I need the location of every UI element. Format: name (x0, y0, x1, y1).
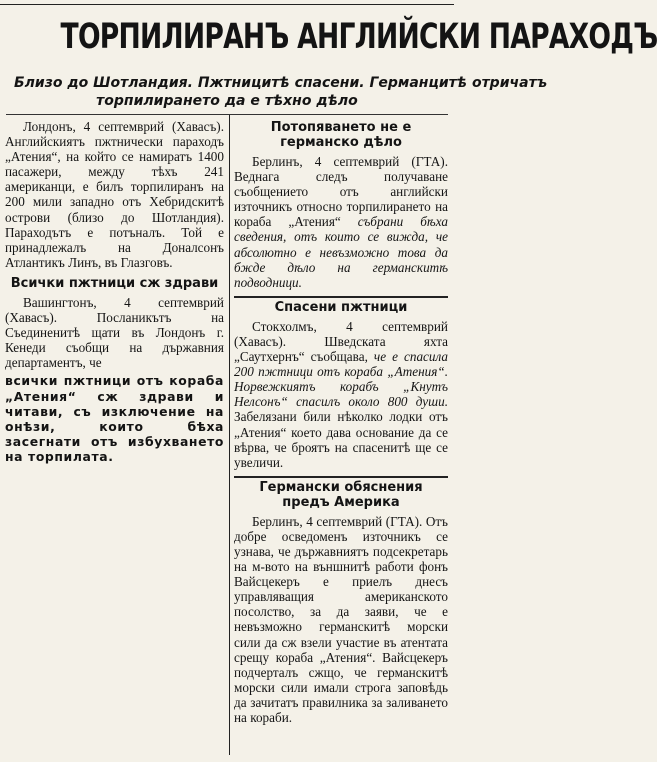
berlin-report-1 (234, 154, 448, 290)
stockholm-report-plain-1: Стокхолмъ, 4 септемврий (Хавасъ). Шведската яхта „Саутхернъ“ съобщава, (234, 318, 448, 365)
stockholm-report (234, 319, 448, 470)
column-divider (229, 115, 230, 755)
subheadline (14, 74, 548, 110)
stockholm-report-italic: че е спасила 200 пжтници отъ кораба „Атения“. Норвежкиятъ корабъ „Кнутъ Нелсонъ“ спасилъ около 800 души. (234, 349, 448, 410)
berlin-report-2: Берлинъ, 4 септемврий (ГТА). Отъ добре осведоменъ източникъ се узнава, че държавниятъ подсекретарь на м-вото на външнитѣ работи фонъ Вайсцекеръ е приелъ днесъ управляващия американското посолство, за да заяви, че е невъзможно германскитѣ морски сили да сж взели участие въ атентата срещу кораба „Атения“. Вайсцекеръ подчерталъ сжщо, че германскитѣ морски сили имали строга заповѣдь да зачитатъ правилника за заливането на кораби. (234, 513, 448, 725)
section-title-rescued: Спасени пжтници (234, 296, 448, 315)
washington-report: Вашингтонъ, 4 септемврий (Хавасъ). Посланикътъ на Съединенитѣ щати въ Лондонъ г. Кенеди съобщи на държавния департаментъ, че (5, 294, 224, 371)
section-title-passengers-safe: Всички пжтници сж здрави (10, 275, 219, 291)
washington-report-bold: всички пжтници отъ кораба „Атения“ сж здрави и читави, съ изключение на онѣзи, които бѣха засегнати отъ избухването на торпилата. (5, 373, 224, 464)
section-title-german-explanations: Германски обяснения предъ Америка (234, 476, 448, 510)
top-rule (0, 0, 454, 5)
london-report: Лондонъ, 4 септемврий (Хавасъ). Английскиятъ пжтнически параходъ „Атения“, на който се намиратъ 1400 пасажери, между тѣхъ 241 американци, е билъ торпилиранъ на 200 мили западно отъ Хебридскитѣ острови (близо до Шотландия). Параходътъ е потъналъ. Той е принадлежалъ на Донaлсонъ Атлантикъ Линъ, въ Глазговъ. (5, 119, 224, 270)
subheadline-line-1: Близо до Шотландия. Пжтницитѣ спасени. Германцитѣ отричатъ (14, 75, 548, 91)
stockholm-report-plain-2: Забелязани били нѣколко лодки отъ „Атения“ което дава основание да се вѣрва, че броятъ на спасенитѣ ще се увеличи. (234, 409, 448, 470)
section-title-not-german: Потопяването не е германско дѣло (270, 120, 412, 150)
headline: ТОРПИЛИРАНЪ АНГЛИЙСКИ ПАРАХОДЪ (60, 17, 657, 57)
berlin-report-1-plain: Берлинъ, 4 септемврий (ГТА). Веднага следъ получаване съобщението отъ английски източникъ относно торпилирането на кораба „Атения“ (234, 154, 448, 230)
header-divider (6, 114, 448, 115)
right-column (234, 119, 448, 728)
left-column (5, 119, 224, 467)
berlin-report-1-italic: събрани бѣха сведения, отъ които се вижда, че абсолютно е невъзможно това да бжде дѣло на германскитѣ подводници. (234, 214, 448, 290)
subheadline-line-2: торпилирането да е тѣхно дѣло (96, 93, 358, 109)
